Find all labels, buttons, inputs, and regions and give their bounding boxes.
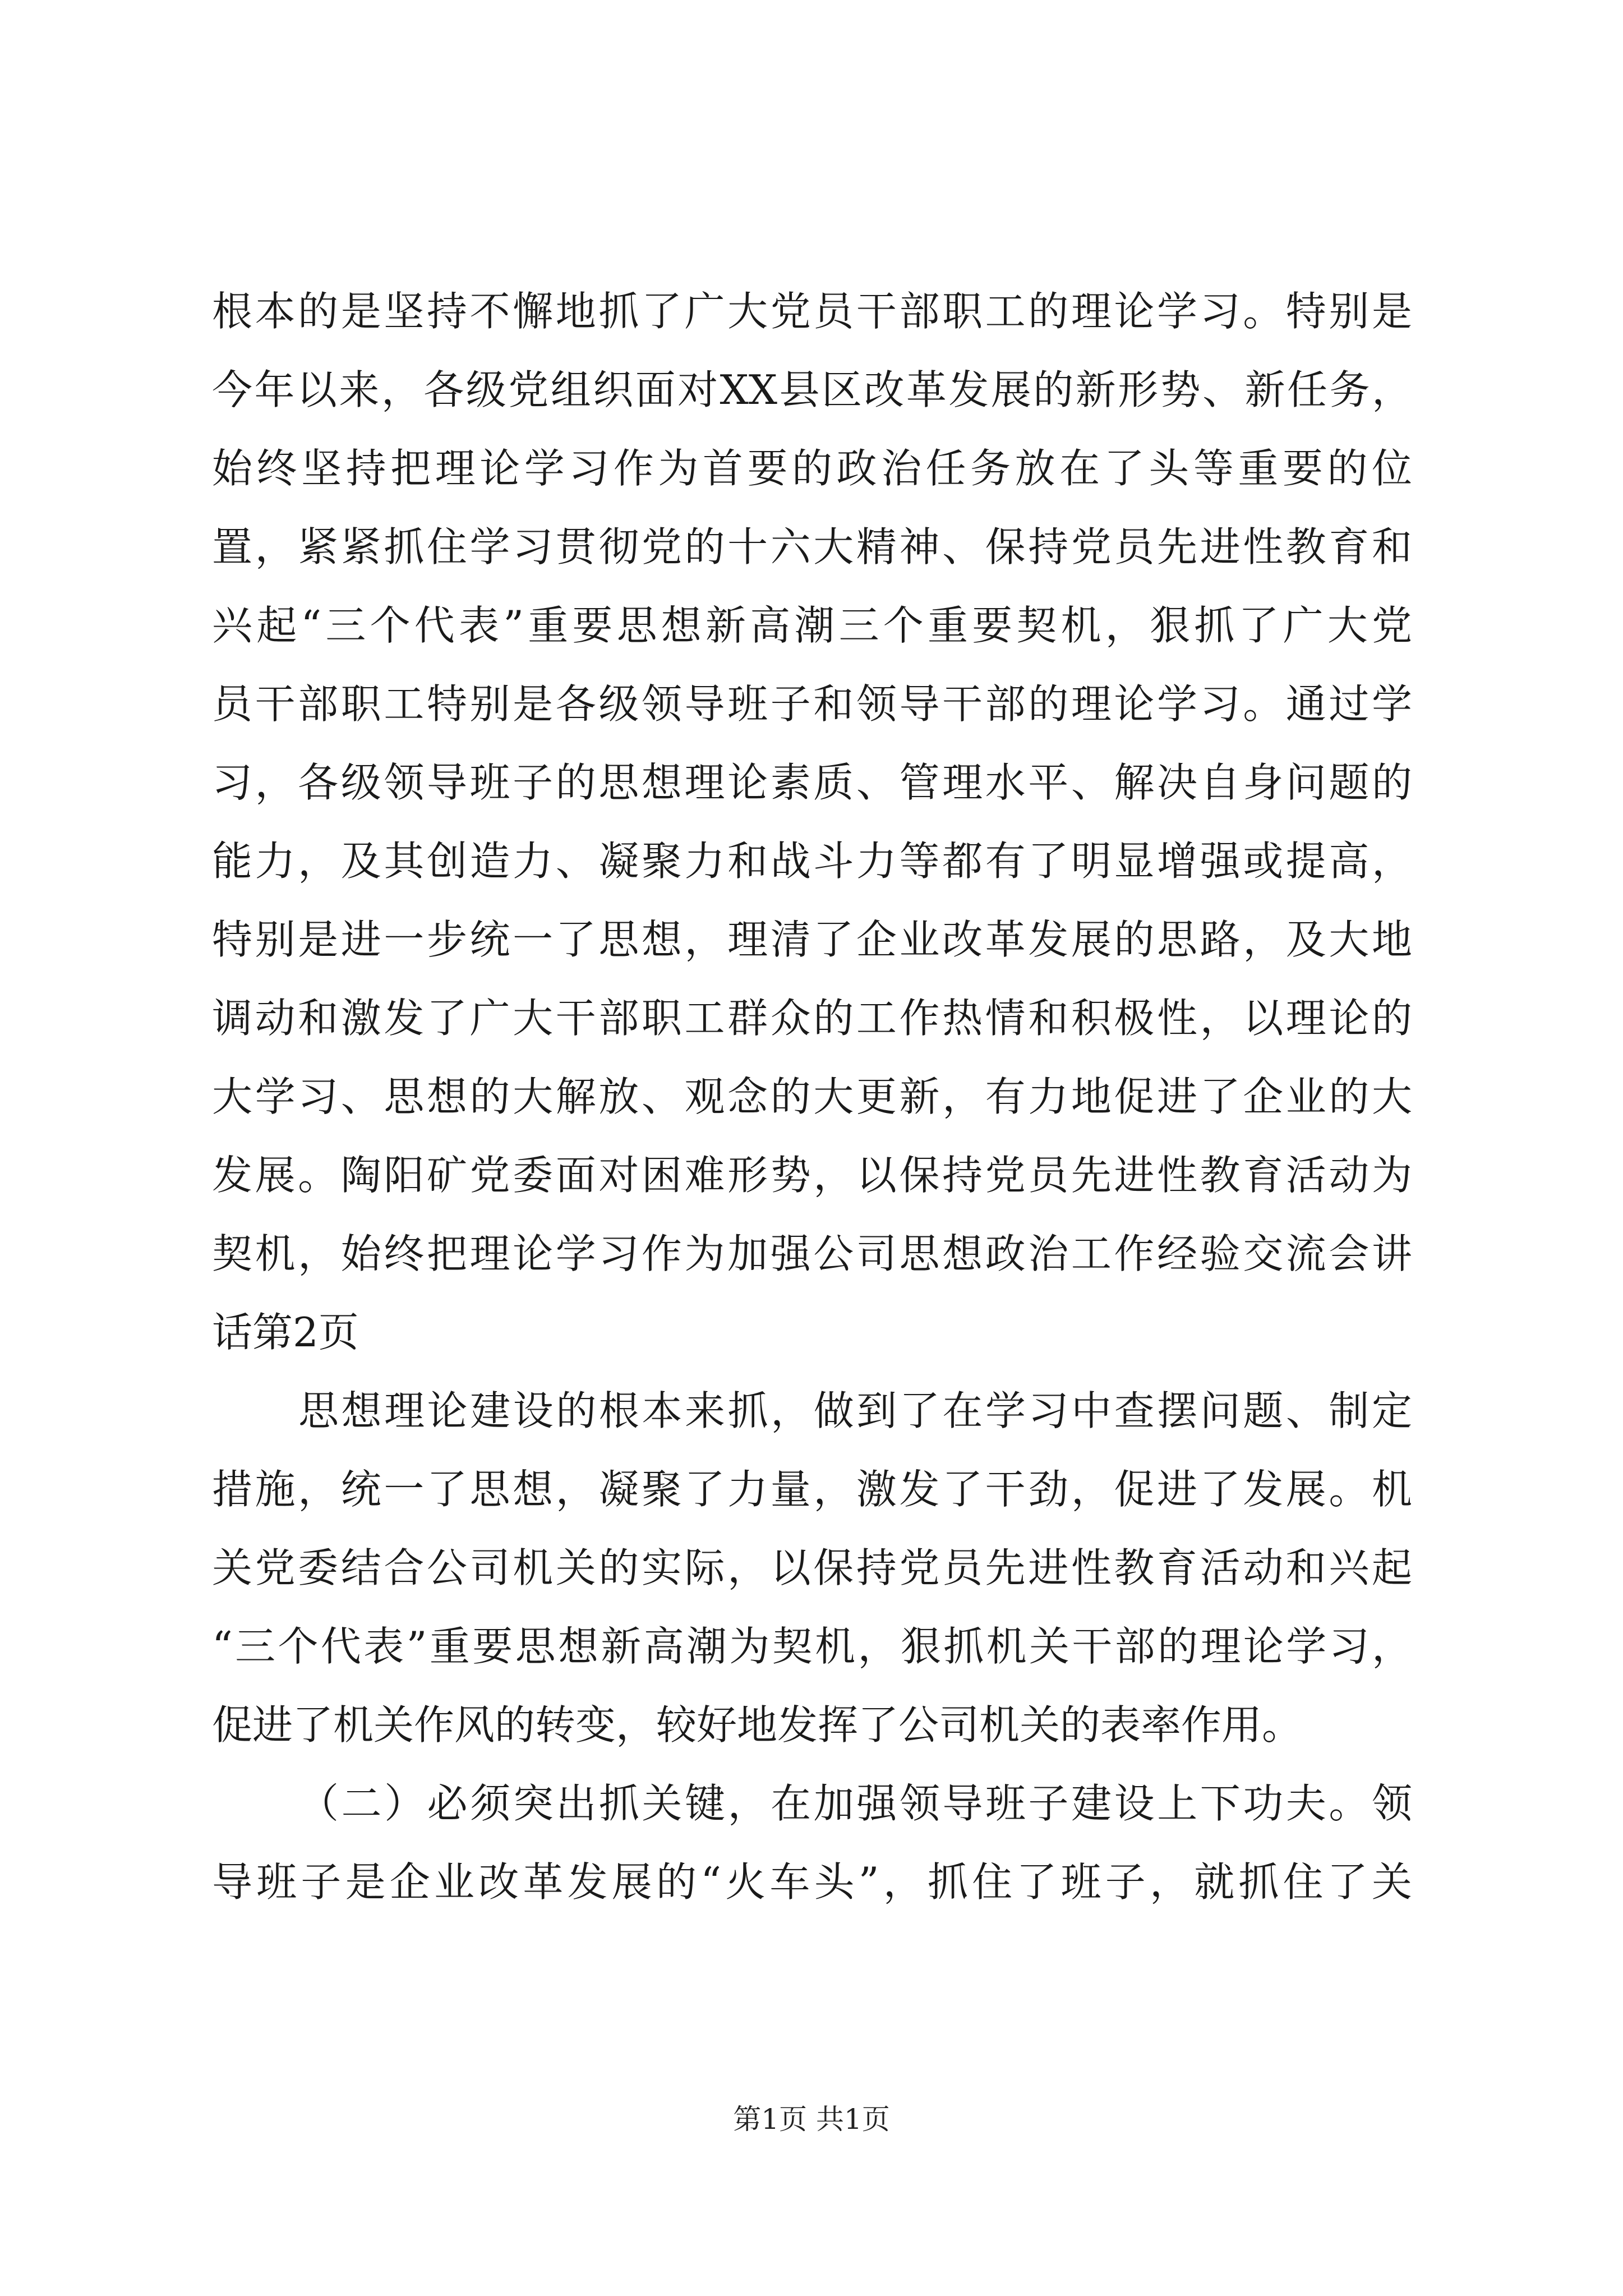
paragraph-line: “三个代表”重要思想新高潮为契机，狠抓机关干部的理论学习，	[212, 1623, 1412, 1670]
paragraph-line: （二）必须突出抓关键，在加强领导班子建设上下功夫。领	[298, 1780, 1412, 1827]
paragraph-line: 导班子是企业改革发展的“火车头”，抓住了班子，就抓住了关	[212, 1858, 1412, 1906]
paragraph-line: 员干部职工特别是各级领导班子和领导干部的理论学习。通过学	[212, 680, 1412, 728]
page-footer: 第1页 共1页	[733, 2103, 890, 2136]
paragraph-line: 大学习、思想的大解放、观念的大更新，有力地促进了企业的大	[212, 1073, 1412, 1120]
paragraph-line: 措施，统一了思想，凝聚了力量，激发了干劲，促进了发展。机	[212, 1466, 1412, 1513]
paragraph-line: 契机，始终把理论学习作为加强公司思想政治工作经验交流会讲	[212, 1230, 1412, 1277]
paragraph-line: 兴起“三个代表”重要思想新高潮三个重要契机，狠抓了广大党	[212, 602, 1412, 649]
paragraph-line: 调动和激发了广大干部职工群众的工作热情和积极性，以理论的	[212, 995, 1412, 1042]
paragraph-line: 根本的是坚持不懈地抓了广大党员干部职工的理论学习。特别是	[212, 288, 1412, 335]
paragraph-line: 特别是进一步统一了思想，理清了企业改革发展的思路，及大地	[212, 916, 1412, 963]
paragraph-line: 能力，及其创造力、凝聚力和战斗力等都有了明显增强或提高，	[212, 838, 1412, 885]
paragraph-line: 思想理论建设的根本来抓，做到了在学习中查摆问题、制定	[298, 1387, 1412, 1434]
paragraph-line: 今年以来，各级党组织面对XX县区改革发展的新形势、新任务，	[212, 366, 1412, 413]
paragraph-line: 促进了机关作风的转变，较好地发挥了公司机关的表率作用。	[212, 1701, 1303, 1749]
paragraph-line: 关党委结合公司机关的实际，以保持党员先进性教育活动和兴起	[212, 1544, 1412, 1591]
paragraph-line: 话第2页	[212, 1309, 359, 1356]
paragraph-line: 发展。陶阳矿党委面对困难形势，以保持党员先进性教育活动为	[212, 1152, 1412, 1199]
paragraph-line: 置，紧紧抓住学习贯彻党的十六大精神、保持党员先进性教育和	[212, 523, 1412, 570]
paragraph-line: 习，各级领导班子的思想理论素质、管理水平、解决自身问题的	[212, 759, 1412, 806]
paragraph-line: 始终坚持把理论学习作为首要的政治任务放在了头等重要的位	[212, 445, 1412, 492]
